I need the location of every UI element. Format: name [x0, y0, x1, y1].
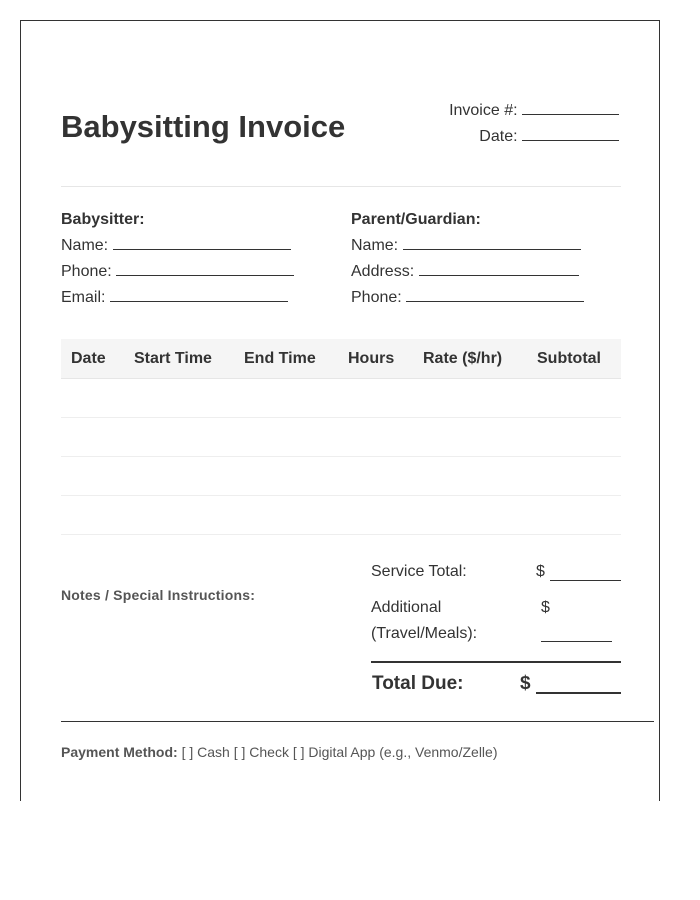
babysitter-name-label: Name:: [61, 237, 109, 254]
parent-phone-row: [351, 288, 584, 314]
babysitter-heading: Babysitter:: [61, 211, 145, 228]
invoice-number-row: [449, 101, 619, 127]
parent-address-blank[interactable]: [419, 262, 579, 276]
invoice-number-label: Invoice #:: [449, 102, 518, 119]
invoice-date-blank[interactable]: [522, 127, 619, 141]
additional-label-line1: Additional: [371, 599, 442, 616]
invoice-title: Babysitting Invoice: [61, 109, 346, 144]
invoice-number-blank[interactable]: [522, 101, 619, 115]
column-header-start-time: Start Time: [134, 350, 212, 367]
parent-name-blank[interactable]: [403, 236, 581, 250]
invoice-date-label: Date:: [479, 128, 518, 145]
column-header-rate: Rate ($/hr): [423, 350, 503, 367]
parent-heading: Parent/Guardian:: [351, 211, 481, 228]
table-row[interactable]: [61, 496, 621, 535]
column-header-end-time: End Time: [244, 350, 316, 367]
total-due-currency: $: [520, 673, 531, 694]
header-divider: [61, 186, 621, 187]
notes-label: Notes / Special Instructions:: [61, 587, 256, 603]
table-row[interactable]: [61, 379, 621, 418]
payment-method-options[interactable]: [ ] Cash [ ] Check [ ] Digital App (e.g., Venmo/Zelle): [181, 744, 498, 760]
payment-method: [61, 744, 498, 760]
babysitter-phone-blank[interactable]: [116, 262, 294, 276]
table-header: [61, 339, 621, 379]
hours-table: [61, 339, 621, 535]
babysitter-phone-label: Phone:: [61, 263, 112, 280]
invoice-meta: [449, 101, 619, 153]
babysitter-section: [61, 210, 294, 314]
table-row[interactable]: [61, 457, 621, 496]
parent-section: [351, 210, 584, 314]
invoice-page: [20, 20, 660, 801]
total-due-blank[interactable]: [536, 677, 621, 694]
column-header-hours: Hours: [348, 350, 395, 367]
service-total-blank[interactable]: [550, 567, 621, 581]
babysitter-email-row: [61, 288, 294, 314]
payment-method-label: Payment Method:: [61, 744, 178, 760]
parent-phone-blank[interactable]: [406, 288, 584, 302]
totals-rule: [371, 661, 621, 663]
invoice-date-row: [449, 127, 619, 153]
parent-address-label: Address:: [351, 263, 415, 280]
table-row[interactable]: [61, 418, 621, 457]
babysitter-phone-row: [61, 262, 294, 288]
footer-divider: [61, 721, 654, 722]
babysitter-name-blank[interactable]: [113, 236, 291, 250]
service-total-currency: $: [536, 563, 545, 580]
total-due-label: Total Due:: [372, 673, 464, 694]
parent-phone-label: Phone:: [351, 289, 402, 306]
additional-label-line2: (Travel/Meals):: [371, 625, 478, 642]
column-header-subtotal: Subtotal: [537, 350, 601, 367]
column-header-date: Date: [71, 350, 106, 367]
additional-currency: $: [541, 599, 550, 616]
additional-blank[interactable]: [541, 628, 612, 642]
parent-name-label: Name:: [351, 237, 399, 254]
babysitter-name-row: [61, 236, 294, 262]
babysitter-email-blank[interactable]: [110, 288, 288, 302]
parent-name-row: [351, 236, 584, 262]
babysitter-email-label: Email:: [61, 289, 106, 306]
parent-address-row: [351, 262, 584, 288]
service-total-label: Service Total:: [371, 563, 467, 580]
